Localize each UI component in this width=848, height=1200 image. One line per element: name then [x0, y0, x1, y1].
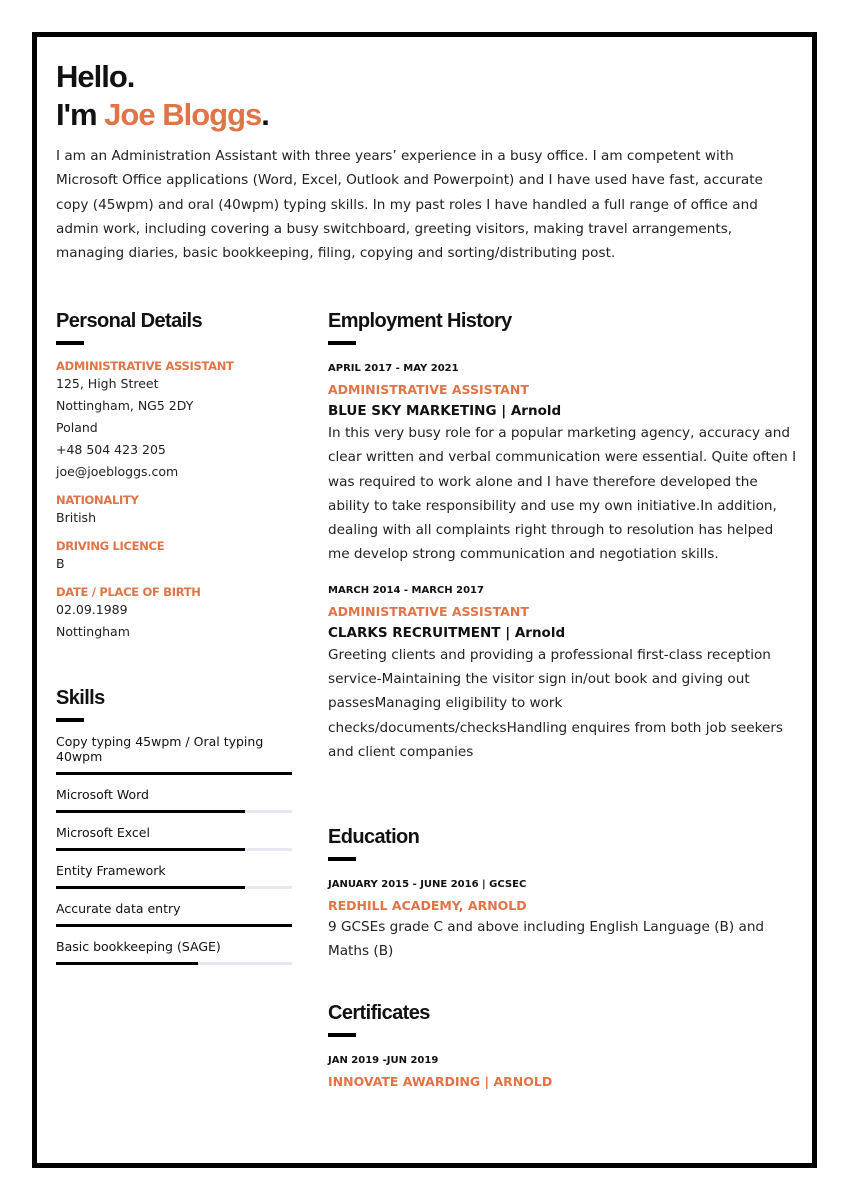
skill-name: Accurate data entry — [56, 901, 181, 916]
job-date: APRIL 2017 - MAY 2021 — [328, 363, 459, 374]
skill-level-track — [56, 848, 292, 851]
school: REDHILL ACADEMY, ARNOLD — [328, 898, 527, 913]
skill-item — [56, 939, 296, 965]
summary: I am an Administration Assistant with three years’ experience in a busy office. I am competent with Microsoft Office applications (Word, Excel, Outlook and Powerpoint) and I have used have fast, accurate copy (45wpm) and oral (40wpm) typing skills. In my past roles I have handled a full range of office and admin work, including covering a busy switchboard, greeting visitors, making travel arrangements, managing diaries, basic bookkeeping, filing, copying and sorting/distributing post. — [56, 148, 763, 262]
skill-level-fill — [56, 848, 245, 851]
job-description: In this very busy role for a popular marketing agency, accuracy and clear written and verbal communication were essential. Quite often I was required to work alone and I have therefore developed the ability to take responsibility and use my own initiative.In addition, dealing with all complaints right through to resolution has helped me develop strong communication and negotiation skills. — [328, 425, 797, 563]
heading-underline — [56, 718, 84, 722]
personal-details-heading: Personal Details — [56, 310, 203, 332]
job-entry — [328, 585, 798, 764]
skill-level-fill — [56, 962, 198, 965]
job-role: ADMINISTRATIVE ASSISTANT — [328, 603, 529, 619]
birth-place: Nottingham — [56, 624, 130, 639]
greeting: Hello. — [56, 59, 135, 94]
skill-level-fill — [56, 886, 245, 889]
header-title — [56, 58, 269, 134]
birth-label: DATE / PLACE OF BIRTH — [56, 585, 201, 599]
job-role: ADMINISTRATIVE ASSISTANT — [328, 382, 529, 397]
education-heading: Education — [328, 826, 420, 848]
address-line: Poland — [56, 420, 98, 435]
education-description: 9 GCSEs grade C and above including English Language (B) and Maths (B) — [328, 919, 765, 960]
address-line: Nottingham, NG5 2DY — [56, 398, 194, 413]
birth-date: 02.09.1989 — [56, 602, 128, 617]
heading-underline — [328, 1033, 356, 1037]
skill-level-track — [56, 962, 292, 965]
skills-heading: Skills — [56, 687, 105, 709]
heading-underline — [328, 341, 356, 345]
address-line: 125, High Street — [56, 376, 159, 391]
certificates-section — [328, 1002, 798, 1089]
skill-item — [56, 734, 296, 775]
job-date: MARCH 2014 - MARCH 2017 — [328, 584, 484, 596]
heading-underline — [56, 341, 84, 345]
heading-underline — [328, 857, 356, 861]
certificates-heading: Certificates — [328, 1002, 430, 1024]
job-company: CLARKS RECRUITMENT | Arnold — [328, 624, 566, 641]
candidate-name: Joe Bloggs — [104, 97, 262, 132]
intro: I'm — [56, 97, 105, 132]
email: joe@joebloggs.com — [56, 464, 179, 479]
skill-level-fill — [56, 810, 245, 813]
certificate-date: JAN 2019 -JUN 2019 — [328, 1055, 439, 1066]
skill-item — [56, 787, 296, 813]
skill-level-track — [56, 924, 292, 927]
certificate-name: INNOVATE AWARDING | ARNOLD — [328, 1074, 553, 1089]
licence: B — [56, 556, 65, 571]
job-description: Greeting clients and providing a professional first-class reception service-Maintaining the visitor sign in/out book and giving out passesManaging eligibility to work checks/documents/checksHandling enquires from both job seekers and client companies — [328, 646, 784, 760]
skill-item — [56, 825, 296, 851]
skill-level-track — [56, 886, 292, 889]
skill-level-fill — [56, 772, 292, 775]
left-column — [56, 310, 296, 965]
phone: +48 504 423 205 — [56, 442, 166, 457]
skill-name: Entity Framework — [56, 863, 166, 878]
period: . — [261, 97, 269, 132]
job-company: BLUE SKY MARKETING | Arnold — [328, 403, 562, 419]
skills-list — [56, 734, 296, 965]
skill-level-track — [56, 810, 292, 813]
nationality: British — [56, 510, 96, 525]
education-date: JANUARY 2015 - JUNE 2016 | GCSEC — [328, 879, 527, 890]
education-section — [328, 826, 798, 964]
skill-name: Microsoft Word — [56, 787, 149, 802]
employment-section — [328, 310, 798, 764]
nationality-label: NATIONALITY — [56, 493, 139, 507]
skill-name: Microsoft Excel — [56, 825, 150, 840]
job-entry — [328, 363, 798, 567]
skill-name: Copy typing 45wpm / Oral typing 40wpm — [56, 734, 264, 764]
skill-item — [56, 863, 296, 889]
job-label: ADMINISTRATIVE ASSISTANT — [56, 359, 234, 373]
skill-name: Basic bookkeeping (SAGE) — [56, 939, 221, 954]
skill-level-fill — [56, 924, 292, 927]
skill-level-track — [56, 772, 292, 775]
licence-label: DRIVING LICENCE — [56, 539, 165, 553]
employment-heading: Employment History — [328, 310, 512, 332]
skill-item — [56, 901, 296, 927]
